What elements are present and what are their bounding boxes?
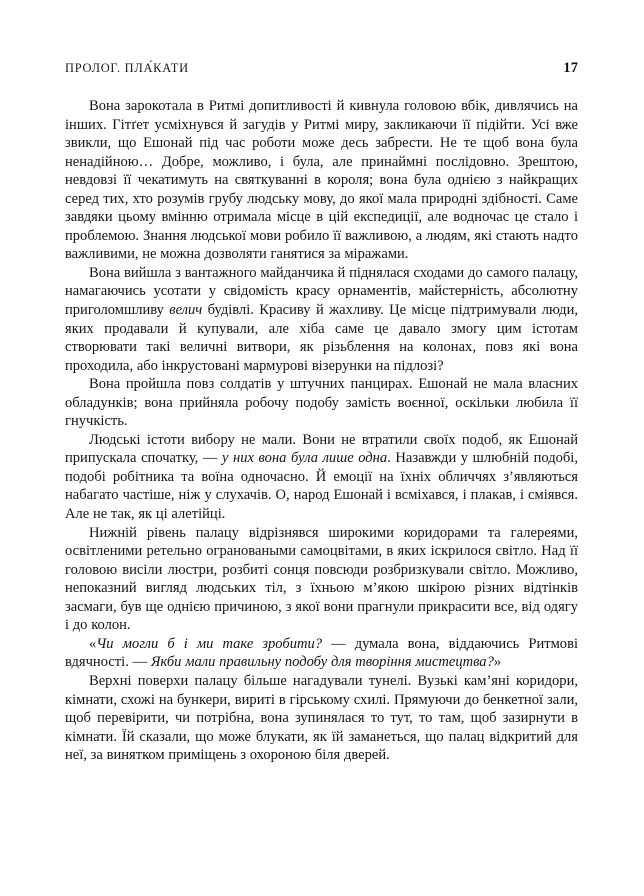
body-text: Людські істоти вибору не мали. Вони не втратили своїх подоб, як Ешонай припускала спочатку, — bbox=[65, 431, 578, 467]
running-head-title: ПРОЛОГ. ПЛА́КАТИ bbox=[65, 61, 189, 75]
emphasis-text: у них вона була лише одна bbox=[222, 450, 388, 467]
body-text: будівлі. Красиву й жахливу. Це місце підтримували люди, яких продавали й купували, але хіба саме це давало змогу цим істотам створювати такі величні витвори, як різьблення на колонах, повз які вона проходила, або інкрустовані мармурові візерунки на підлозі? bbox=[65, 302, 578, 374]
paragraph bbox=[65, 97, 578, 264]
body-text: » bbox=[493, 654, 502, 671]
paragraph bbox=[65, 431, 578, 524]
emphasis-text: Чи могли б і ми таке зробити? bbox=[96, 635, 323, 652]
body-text: Вона зарокотала в Ритмі допитливості й кивнула головою вбік, дивлячись на інших. Гітґет усміхнувся й загудів у Ритмі миру, закликаючи її підійти. Усі вже звикли, що Ешонай під час роботи може десь забрести. Не те щоб вона була ненадійною… Добре, можливо, і була, але принаймні послідовно. Зрештою, невдовзі її чекатимуть на святкуванні в короля; вона була однією з найкращих серед тих, хто розумів грубу людську мову, до якої мала природні здібності. Саме завдяки цьому вмінню отримала місце в цій експедиції, але водночас це стало і проблемою. Знання людської мови робило її важливою, а людям, які стають надто важливими, не можна дозволяти ганятися за міражами. bbox=[65, 98, 578, 263]
body-text: Вона вийшла з вантажного майданчика й піднялася сходами до самого палацу, намагаючись усотати у свідомість красу орнаментів, майстерність, абсолютну приголомшливу bbox=[65, 264, 578, 319]
body-text: — думала вона, віддаючись Ритмові вдячності. — bbox=[65, 635, 578, 671]
page-number: 17 bbox=[563, 60, 578, 76]
body-text: Нижній рівень палацу відрізнявся широкими коридорами та галереями, освітленими ретельно ограноваными самоцвітами, в яких іскрилося світло. Над її головою висіли люстри, розбиті сонця повсюди розбризкували світло. Можливо, непоказний вигляд людських тіл, з їхньою м’якою шкірою різних відтінків засмаги, був ще однією причиною, з якої вони прагнули прикрасити все, від одягу і до колон. bbox=[65, 524, 578, 634]
paragraph bbox=[65, 375, 578, 431]
body-text: Верхні поверхи палацу більше нагадували тунелі. Вузькі кам’яні коридори, кімнати, схожі на бункери, вириті в гірському схилі. Прямуючи до бенкетної зали, щоб перевірити, чи потрібна, вона зупинялася то тут, то там, щоб зазирнути в кімнати. Їй сказали, що може блукати, як їй заманеться, що палац відкритий для неї, за винятком приміщень з охороною біля дверей. bbox=[65, 672, 578, 764]
paragraph bbox=[65, 635, 578, 672]
paragraph bbox=[65, 264, 578, 375]
running-head bbox=[65, 60, 578, 77]
body-text: « bbox=[89, 635, 97, 652]
body-text-block bbox=[65, 97, 578, 765]
paragraph bbox=[65, 524, 578, 635]
body-text: Вона пройшла повз солдатів у штучних панцирах. Ешонай не мала власних обладунків; вона прийняла робочу подобу замість воєнної, оскільки любила її гнучкість. bbox=[65, 376, 578, 430]
paragraph bbox=[65, 672, 578, 765]
emphasis-text: Якби мали правильну подобу для творіння мистецтва? bbox=[150, 654, 494, 671]
emphasis-text: велич bbox=[169, 302, 203, 319]
body-text: . Назавжди у шлюбній подобі, подобі робітника та воїна одночасно. Й емоції на їхніх обличчях з’являються набагато частіше, ніж у слухачів. О, народ Ешонай і всміхався, і плакав, і сміявся. Але не так, як ці алетійці. bbox=[65, 450, 578, 523]
